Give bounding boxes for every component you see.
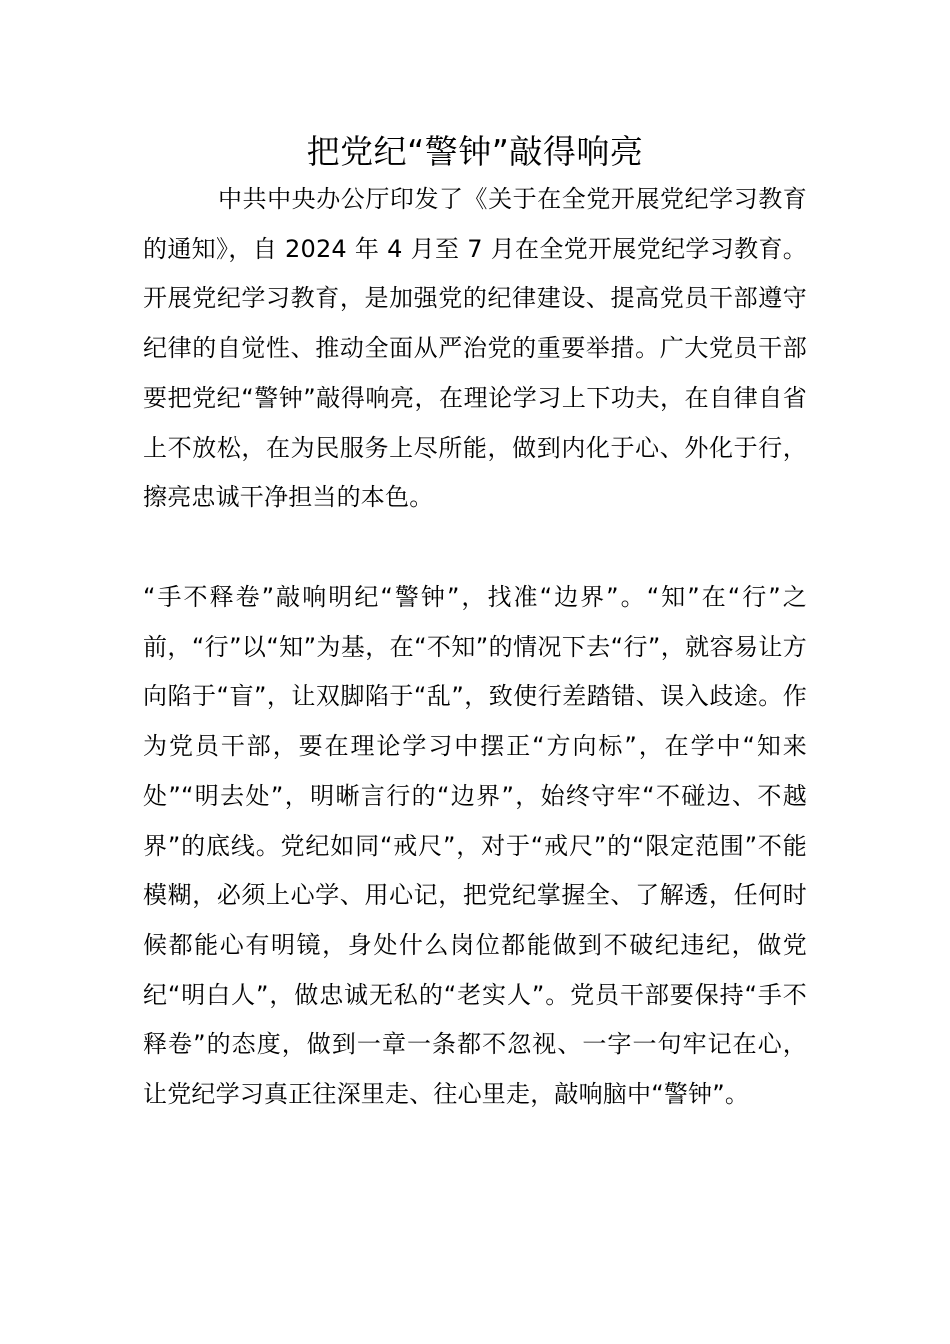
paragraph-intro: 中共中央办公厅印发了《关于在全党开展党纪学习教育的通知》，自 2024 年 4 月至 7 月在全党开展党纪学习教育。开展党纪学习教育，是加强党的纪律建设、提高党员干部遵守纪律的自觉性、推动全面从严治党的重要举措。广大党员干部要把党纪“警钟”敲得响亮，在理论学习上下功夫，在自律自省上不放松，在为民服务上尽所能，做到内化于心、外化于行，擦亮忠诚干净担当的本色。 <box>143 185 807 512</box>
paragraph-section-1: “手不释卷”敲响明纪“警钟”，找准“边界”。“知”在“行”之前，“行”以“知”为基，在“不知”的情况下去“行”，就容易让方向陷于“盲”，让双脚陷于“乱”，致使行差踏错、误入歧途。作为党员干部，要在理论学习中摆正“方向标”，在学中“知来处”“明去处”，明晰言行的“边界”，始终守牢“不碰边、不越界”的底线。党纪如同“戒尺”，对于“戒尺”的“限定范围”不能模糊，必须上心学、用心记，把党纪掌握全、了解透，任何时候都能心有明镜，身处什么岗位都能做到不破纪违纪，做党纪“明白人”，做忠诚无私的“老实人”。党员干部要保持“手不释卷”的态度，做到一章一条都不忽视、一字一句牢记在心，让党纪学习真正往深里走、往心里走，敲响脑中“警钟”。 <box>143 583 807 1109</box>
document-title: 把党纪“警钟”敲得响亮 <box>306 132 644 171</box>
